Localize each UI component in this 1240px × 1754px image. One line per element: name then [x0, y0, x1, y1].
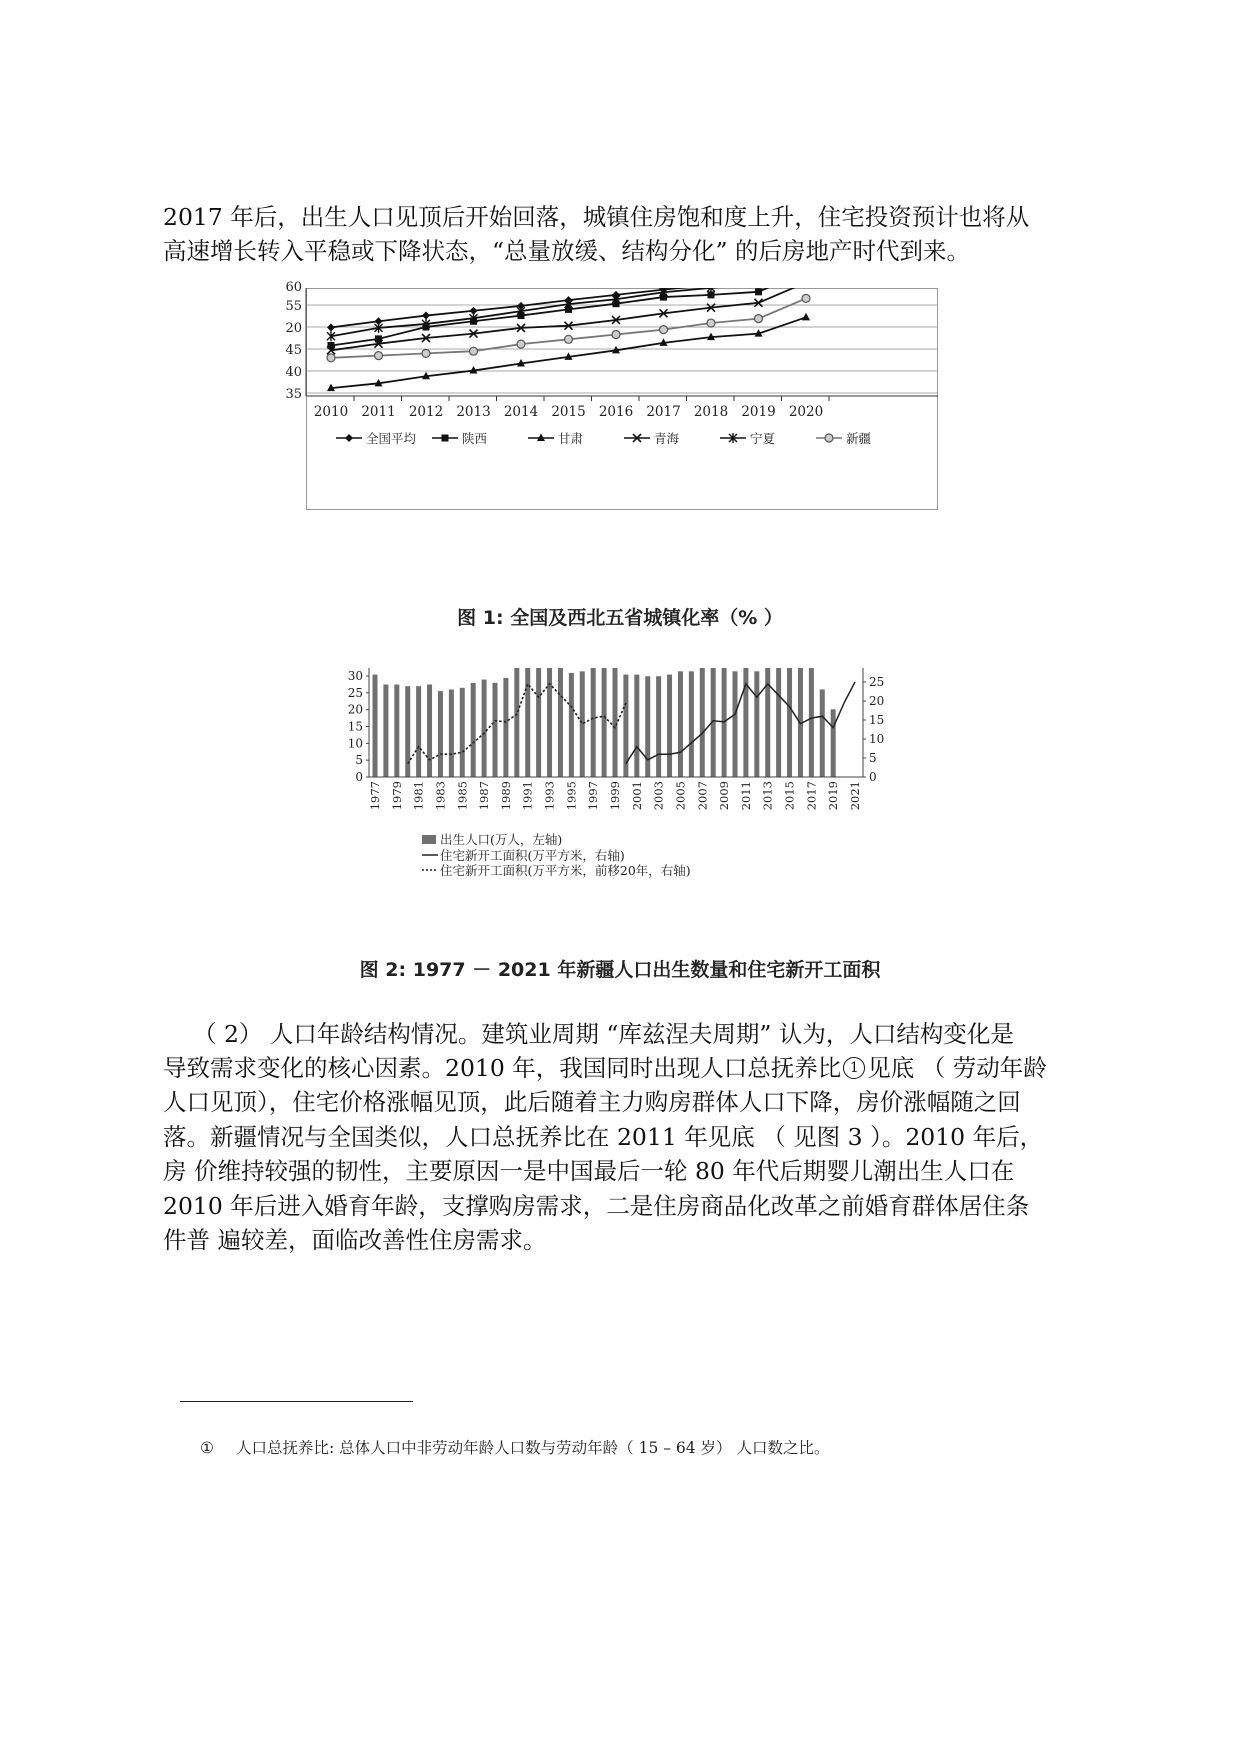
- figure2-right-tick: 25: [869, 675, 885, 689]
- figure2-xtick: 2009: [717, 781, 732, 811]
- figure1-point: [803, 268, 810, 275]
- figure1-caption: 图 1: 全国及西北五省城镇化率（% ）: [457, 607, 783, 629]
- figure1-legend-label: 青海: [654, 431, 680, 446]
- figure2-bar: [438, 691, 443, 777]
- figure1-point: [755, 276, 763, 284]
- figure2-bar: [482, 680, 487, 777]
- body-line-7: 件普 遍较差，面临改善性住房需求。: [163, 1226, 547, 1254]
- figure2-legend-label: 住宅新开工面积(万平方米，右轴): [440, 848, 625, 863]
- figure2-bar: [449, 689, 454, 777]
- figure2-xtick: 2011: [738, 781, 753, 811]
- figure2-bar: [503, 678, 508, 777]
- figure1-ytick: 55: [285, 299, 302, 314]
- figure2-bar: [809, 668, 814, 777]
- body-line-6: 2010 年后进入婚育年龄，支撑购房需求，二是住房商品化改革之前婚育群体居住条: [163, 1192, 1030, 1220]
- figure1-ytick: 20: [285, 321, 302, 336]
- figure1-xtick: 2011: [361, 404, 396, 420]
- figure2-bar: [776, 668, 781, 777]
- body-line-2-a: 导致需求变化的核心因素。2010 年，我国同时出现人口总抚养比: [163, 1054, 842, 1082]
- figure2-legend-label: 住宅新开工面积(万平方米，前移20年，右轴): [440, 863, 691, 878]
- figure1-point: [327, 354, 335, 362]
- figure2-bar: [580, 671, 585, 777]
- figure2-xtick: 1979: [389, 781, 404, 811]
- figure2-legend-label: 出生人口(万人，左轴): [440, 832, 563, 847]
- figure1-point: [707, 281, 715, 289]
- figure2-bar: [591, 668, 596, 777]
- figure2-bar: [471, 683, 476, 777]
- figure1-legend-label: 全国平均: [366, 431, 417, 446]
- figure1-xtick: 2017: [646, 404, 681, 420]
- figure2-legend-item: [422, 848, 625, 863]
- figure2-right-tick: 0: [869, 770, 877, 784]
- figure1-ytick: 40: [285, 365, 302, 380]
- body-line-1: （ 2） 人口年龄结构情况。建筑业周期 “库兹涅夫周期” 认为，人口结构变化是: [193, 1020, 1014, 1048]
- figure2-bar: [536, 668, 541, 777]
- figure2-bar: [558, 668, 563, 777]
- figure1-legend-label: 宁夏: [750, 431, 776, 446]
- figure1-point: [825, 434, 833, 442]
- figure2-caption: 图 2: 1977 － 2021 年新疆人口出生数量和住宅新开工面积: [359, 959, 881, 981]
- figure1-point: [470, 347, 478, 355]
- figure2-left-tick: 0: [355, 770, 363, 784]
- figure2-bar: [602, 668, 607, 777]
- figure2-bar: [383, 685, 388, 777]
- body-line-4: 落。新疆情况与全国类似，人口总抚养比在 2011 年见底 （ 见图 3 ）。2010 年后，: [163, 1123, 1044, 1151]
- figure2-xtick: 2015: [782, 781, 797, 811]
- figure2-xtick: 1987: [477, 781, 492, 811]
- figure2-right-tick: 5: [869, 751, 877, 765]
- figure2-xtick: 2003: [651, 781, 666, 811]
- figure2-bar: [733, 671, 738, 777]
- footnote: [200, 1436, 829, 1458]
- figure2-bar: [514, 668, 519, 777]
- figure2-xtick: 2001: [629, 781, 644, 811]
- figure2-bar: [416, 686, 421, 777]
- body-line-5: 房 价维持较强的韧性，主要原因一是中国最后一轮 80 年代后期婴儿潮出生人口在: [163, 1157, 1015, 1185]
- figure1-ytick: 60: [285, 280, 302, 295]
- figure1-ytick: 45: [285, 343, 302, 358]
- figure1-point: [707, 283, 715, 293]
- figure1-xtick: 2018: [693, 404, 729, 420]
- figure1-ytick: 35: [285, 387, 302, 402]
- figure2-bar: [667, 675, 672, 777]
- figure2-bar: [787, 668, 792, 777]
- figure2-xtick: 1977: [368, 781, 382, 811]
- figure2-xtick: 2005: [673, 781, 688, 811]
- figure1-point: [660, 326, 668, 334]
- figure2-left-tick: 25: [347, 685, 363, 700]
- figure2-xtick: 1999: [608, 781, 622, 811]
- body-line-2: [163, 1051, 1088, 1086]
- figure2-bar: [394, 685, 399, 777]
- figure2-xtick: 1995: [564, 781, 579, 811]
- figure1-point: [375, 352, 383, 360]
- figure2-bar: [645, 676, 650, 777]
- figure2-xtick: 1997: [586, 781, 601, 811]
- figure2-xtick: 2019: [826, 781, 841, 811]
- figure1-xtick: 2020: [788, 404, 824, 420]
- figure1-point: [755, 315, 763, 323]
- figure2-bar: [678, 671, 683, 777]
- figure2-xtick: 2017: [804, 781, 819, 811]
- body-line-3: 人口见顶），住宅价格涨幅见顶，此后随着主力购房群体人口下降，房价涨幅随之回: [163, 1088, 1021, 1116]
- figure2-left-tick: 15: [347, 719, 363, 734]
- figure2-legend-item: [422, 832, 562, 847]
- footnote-number: ①: [200, 1439, 214, 1457]
- figure1-point: [422, 349, 430, 357]
- figure1-point: [755, 278, 763, 288]
- figure2-bar: [569, 673, 574, 777]
- figure2-right-tick: 10: [869, 732, 885, 746]
- figure1-xtick: 2015: [551, 404, 586, 420]
- figure1-point: [612, 330, 620, 338]
- intro-line-2: 高速增长转入平稳或下降状态，“总量放缓、结构分化” 的后房地产时代到来。: [163, 237, 970, 265]
- figure2-bar: [493, 683, 498, 777]
- figure1-legend-label: 新疆: [846, 431, 872, 446]
- figure1-xtick: 2014: [503, 404, 539, 420]
- figure2-bar: [613, 668, 618, 777]
- figure2-xtick: 2013: [760, 781, 775, 811]
- figure1-xtick: 2019: [741, 404, 776, 420]
- figure2-bar: [831, 709, 836, 777]
- figure2-bar: [700, 668, 705, 777]
- figure2-xtick: 1985: [455, 781, 470, 811]
- figure2-right-tick: 20: [869, 694, 885, 708]
- figure2-left-tick: 10: [347, 736, 363, 751]
- footnote-text: 人口总抚养比: 总体人口中非劳动年龄人口数与劳动年龄（ 15 – 64 岁） 人口数之比。: [236, 1439, 830, 1457]
- figure2-right-tick: 15: [869, 713, 885, 727]
- figure2-bar: [820, 689, 825, 777]
- figure1-legend-label: 甘肃: [558, 431, 584, 446]
- figure1-point: [565, 335, 573, 343]
- figure2-xtick: 1989: [498, 781, 513, 811]
- figure1-point: [517, 340, 525, 348]
- figure2-bar: [460, 688, 465, 777]
- figure2-chart: [330, 668, 930, 878]
- figure2-xtick: 1993: [542, 781, 557, 811]
- figure2-left-tick: 5: [355, 753, 363, 768]
- figure2-xtick: 1991: [520, 781, 535, 811]
- figure1-xtick: 2010: [313, 404, 349, 420]
- figure2-xtick: 2007: [695, 781, 710, 811]
- figure2-xtick: 1983: [433, 781, 448, 811]
- figure2-legend-swatch: [422, 835, 436, 844]
- body-line-2-b: 见底 （ 劳动年龄: [867, 1054, 1047, 1082]
- figure1-point: [707, 319, 715, 327]
- figure2-legend-item: [422, 863, 691, 878]
- footnote-ref-marker[interactable]: 1: [843, 1057, 865, 1079]
- figure2-bar: [427, 685, 432, 777]
- footnote-divider: [180, 1401, 413, 1402]
- figure2-bar: [634, 675, 639, 777]
- figure1-point: [802, 279, 810, 287]
- figure1-point: [802, 294, 810, 302]
- figure2-bar: [373, 675, 378, 777]
- figure2-bar: [754, 671, 759, 777]
- figure2-bar: [689, 671, 694, 777]
- figure1-point: [755, 288, 762, 295]
- figure1-chart: [285, 280, 938, 510]
- figure2-left-tick: 30: [347, 669, 363, 683]
- figure2-xtick: 2021: [848, 781, 862, 811]
- figure1-xtick: 2012: [408, 404, 444, 420]
- figure2-xtick: 1981: [411, 781, 426, 811]
- figure2-bar: [656, 676, 661, 777]
- figure2-left-tick: 20: [347, 702, 363, 717]
- figure1-xtick: 2016: [598, 404, 634, 420]
- figure1-xtick: 2013: [456, 404, 491, 420]
- figure1-legend-label: 陕西: [462, 431, 488, 446]
- intro-line-1: 2017 年后，出生人口见顶后开始回落，城镇住房饱和度上升，住宅投资预计也将从: [163, 203, 1030, 231]
- figure1-point: [442, 435, 449, 442]
